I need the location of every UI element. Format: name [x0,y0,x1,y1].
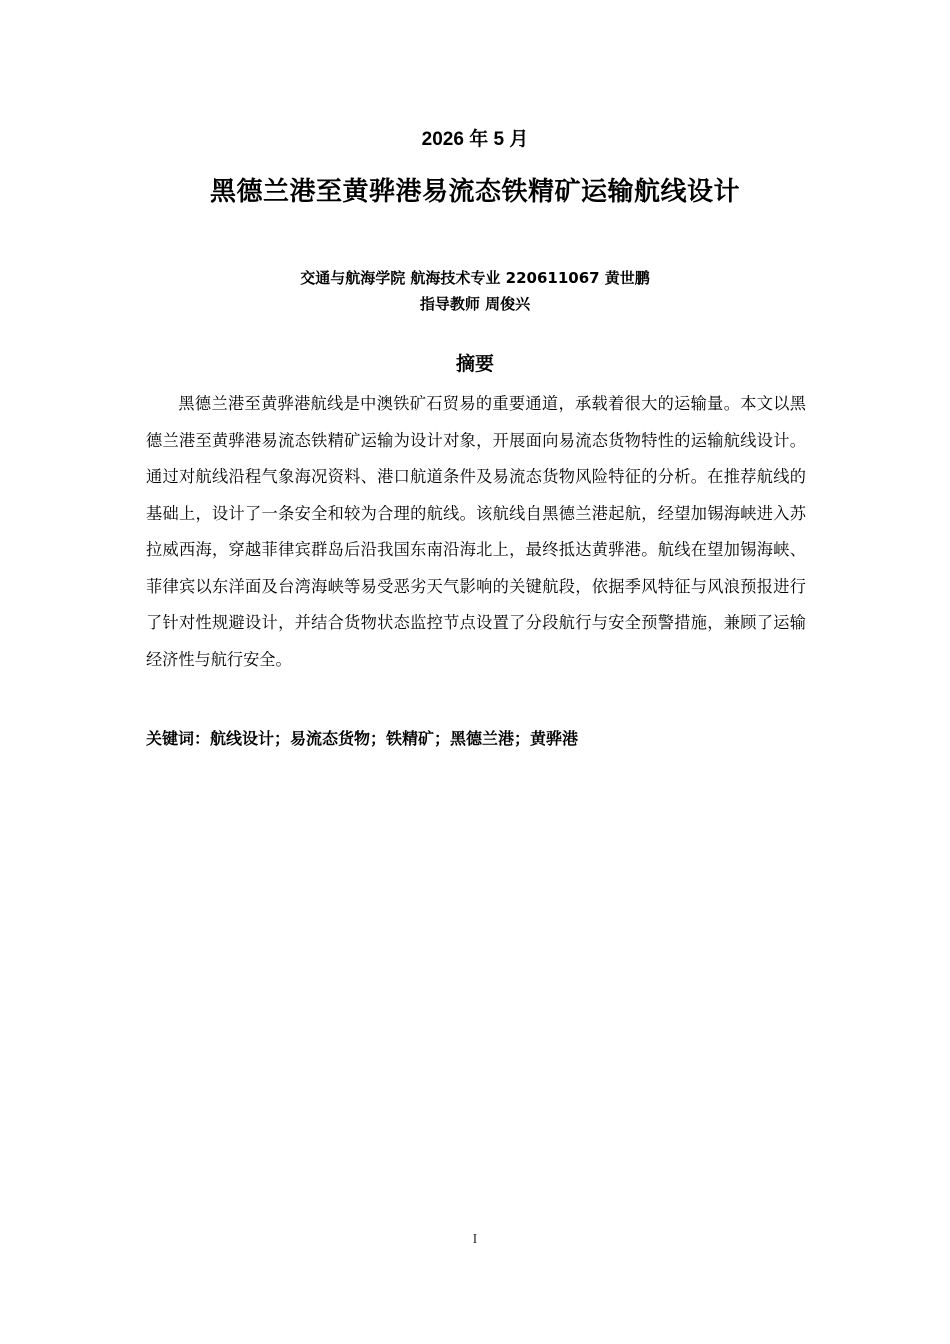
abstract-body: 黑德兰港至黄骅港航线是中澳铁矿石贸易的重要通道，承载着很大的运输量。本文以黑德兰港至黄骅港易流态铁精矿运输为设计对象，开展面向易流态货物特性的运输航线设计。通过对航线沿程气象海况资料、港口航道条件及易流态货物风险特征的分析。在推荐航线的基础上，设计了一条安全和较为合理的航线。该航线自黑德兰港起航，经望加锡海峡进入苏拉威西海，穿越菲律宾群岛后沿我国东南沿海北上，最终抵达黄骅港。航线在望加锡海峡、菲律宾以东洋面及台湾海峡等易受恶劣天气影响的关键航段，依据季风特征与风浪预报进行了针对性规避设计，并结合货物状态监控节点设置了分段航行与安全预警措施，兼顾了运输经济性与航行安全。 [146,394,806,669]
author-line: 交通与航海学院 航海技术专业 220611067 黄世鹏 [300,269,650,287]
document-title: 黑德兰港至黄骅港易流态铁精矿运输航线设计 [209,177,740,207]
advisor-line: 指导教师 周俊兴 [419,295,531,313]
keywords-line: 关键词：航线设计；易流态货物；铁精矿；黑德兰港；黄骅港 [146,729,579,748]
document-date: 2026 年 5 月 [421,129,529,150]
page-number: I [472,1232,478,1247]
abstract-heading: 摘要 [455,353,494,375]
